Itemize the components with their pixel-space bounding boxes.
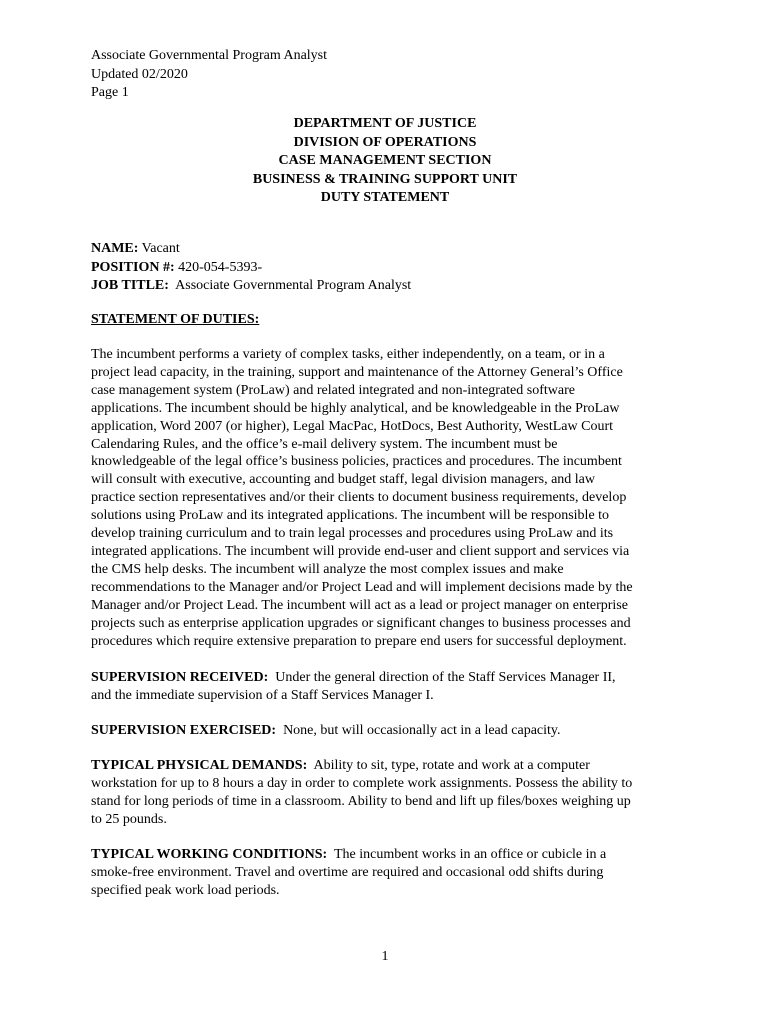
duties-line: recommendations to the Manager and/or Project Lead and will implement decisions made by the xyxy=(91,579,633,595)
section-title: CASE MANAGEMENT SECTION xyxy=(278,153,492,168)
document-title: DUTY STATEMENT xyxy=(320,190,450,205)
name-value: Vacant xyxy=(138,241,180,256)
position-value: 420-054-5393- xyxy=(174,259,263,275)
duties-line: integrated applications. The incumbent will provide end-user and client support and services via xyxy=(91,543,630,559)
supervision-received-line xyxy=(91,669,681,687)
duties-line: applications. The incumbent should be highly analytical, and be knowledgeable in the ProLaw xyxy=(91,400,620,416)
page-number: 1 xyxy=(381,949,389,964)
duties-line: practice section representatives and/or their clients to document business requirements, develop xyxy=(91,490,627,506)
duties-line: the CMS help desks. The incumbent will analyze the most complex issues and make xyxy=(91,561,564,577)
supervision-received-text: Under the general direction of the Staff Services Manager II, xyxy=(268,670,616,685)
position-label: POSITION #: xyxy=(91,259,175,275)
supervision-received-paragraph xyxy=(91,669,681,705)
duties-line: projects such as enterprise application upgrades or significant changes to business processes and xyxy=(91,615,631,631)
duties-line: will consult with executive, accounting and budget staff, legal division managers, and law xyxy=(91,472,595,488)
position-info xyxy=(91,240,411,296)
department-title: DEPARTMENT OF JUSTICE xyxy=(293,116,477,131)
supervision-received-line: and the immediate supervision of a Staff Services Manager I. xyxy=(91,687,434,703)
duties-line: case management system (ProLaw) and related integrated and non-integrated software xyxy=(91,382,575,398)
position-row xyxy=(91,259,411,278)
duties-line: application, Word 2007 (or higher), Legal MacPac, HotDocs, Best Authority, WestLaw Court xyxy=(91,418,613,434)
physical-demands-text: Ability to sit, type, rotate and work at a computer xyxy=(307,758,590,773)
supervision-exercised-text: None, but will occasionally act in a lead capacity. xyxy=(276,723,561,738)
title-block xyxy=(0,115,770,208)
supervision-exercised-label: SUPERVISION EXERCISED: xyxy=(91,723,277,738)
working-conditions-label: TYPICAL WORKING CONDITIONS: xyxy=(91,847,328,862)
running-header xyxy=(91,47,327,103)
header-updated: Updated 02/2020 xyxy=(91,66,188,82)
division-title: DIVISION OF OPERATIONS xyxy=(293,134,477,150)
name-label: NAME: xyxy=(91,241,139,256)
job-title-label: JOB TITLE: xyxy=(91,278,169,293)
duties-paragraph xyxy=(91,346,681,650)
working-conditions-line: specified peak work load periods. xyxy=(91,882,280,898)
duties-line: Manager and/or Project Lead. The incumbent will act as a lead or project manager on enterprise xyxy=(91,597,628,613)
header-title: Associate Governmental Program Analyst xyxy=(91,48,328,63)
duties-heading: STATEMENT OF DUTIES: xyxy=(91,312,260,327)
duties-line: develop training curriculum and to train legal processes and procedures using ProLaw and its xyxy=(91,526,614,542)
supervision-received-label: SUPERVISION RECEIVED: xyxy=(91,670,269,685)
physical-demands-paragraph xyxy=(91,757,681,829)
physical-demands-line: workstation for up to 8 hours a day in order to complete work assignments. Possess the ability to xyxy=(91,775,633,791)
duties-line: knowledgeable of the legal office’s business policies, practices and procedures. The incumbent xyxy=(91,454,622,470)
duties-line: project lead capacity, in the training, support and maintenance of the Attorney General’s Office xyxy=(91,364,623,380)
working-conditions-text: The incumbent works in an office or cubicle in a xyxy=(327,847,607,862)
physical-demands-line: to 25 pounds. xyxy=(91,811,167,827)
header-page: Page 1 xyxy=(91,85,129,100)
working-conditions-line xyxy=(91,846,681,864)
physical-demands-label: TYPICAL PHYSICAL DEMANDS: xyxy=(91,758,308,773)
physical-demands-line xyxy=(91,757,681,775)
supervision-exercised-line xyxy=(91,722,681,740)
name-row xyxy=(91,240,411,259)
unit-title: BUSINESS & TRAINING SUPPORT UNIT xyxy=(252,171,518,187)
working-conditions-line: smoke-free environment. Travel and overtime are required and occasional odd shifts during xyxy=(91,864,604,880)
duties-line: procedures which require extensive preparation to prepare end users for successful deployment. xyxy=(91,633,627,649)
job-title-row xyxy=(91,277,411,296)
working-conditions-paragraph xyxy=(91,846,681,900)
duties-line: solutions using ProLaw and its integrated applications. The incumbent will be responsible to xyxy=(91,508,610,524)
duties-line: The incumbent performs a variety of complex tasks, either independently, on a team, or in a xyxy=(91,347,605,362)
duties-line: Calendaring Rules, and the office’s e-mail delivery system. The incumbent must be xyxy=(91,436,558,452)
supervision-exercised-paragraph xyxy=(91,722,681,740)
physical-demands-line: stand for long periods of time in a classroom. Ability to bend and lift up files/boxes weighing up xyxy=(91,793,631,809)
job-title-value: Associate Governmental Program Analyst xyxy=(168,278,412,293)
